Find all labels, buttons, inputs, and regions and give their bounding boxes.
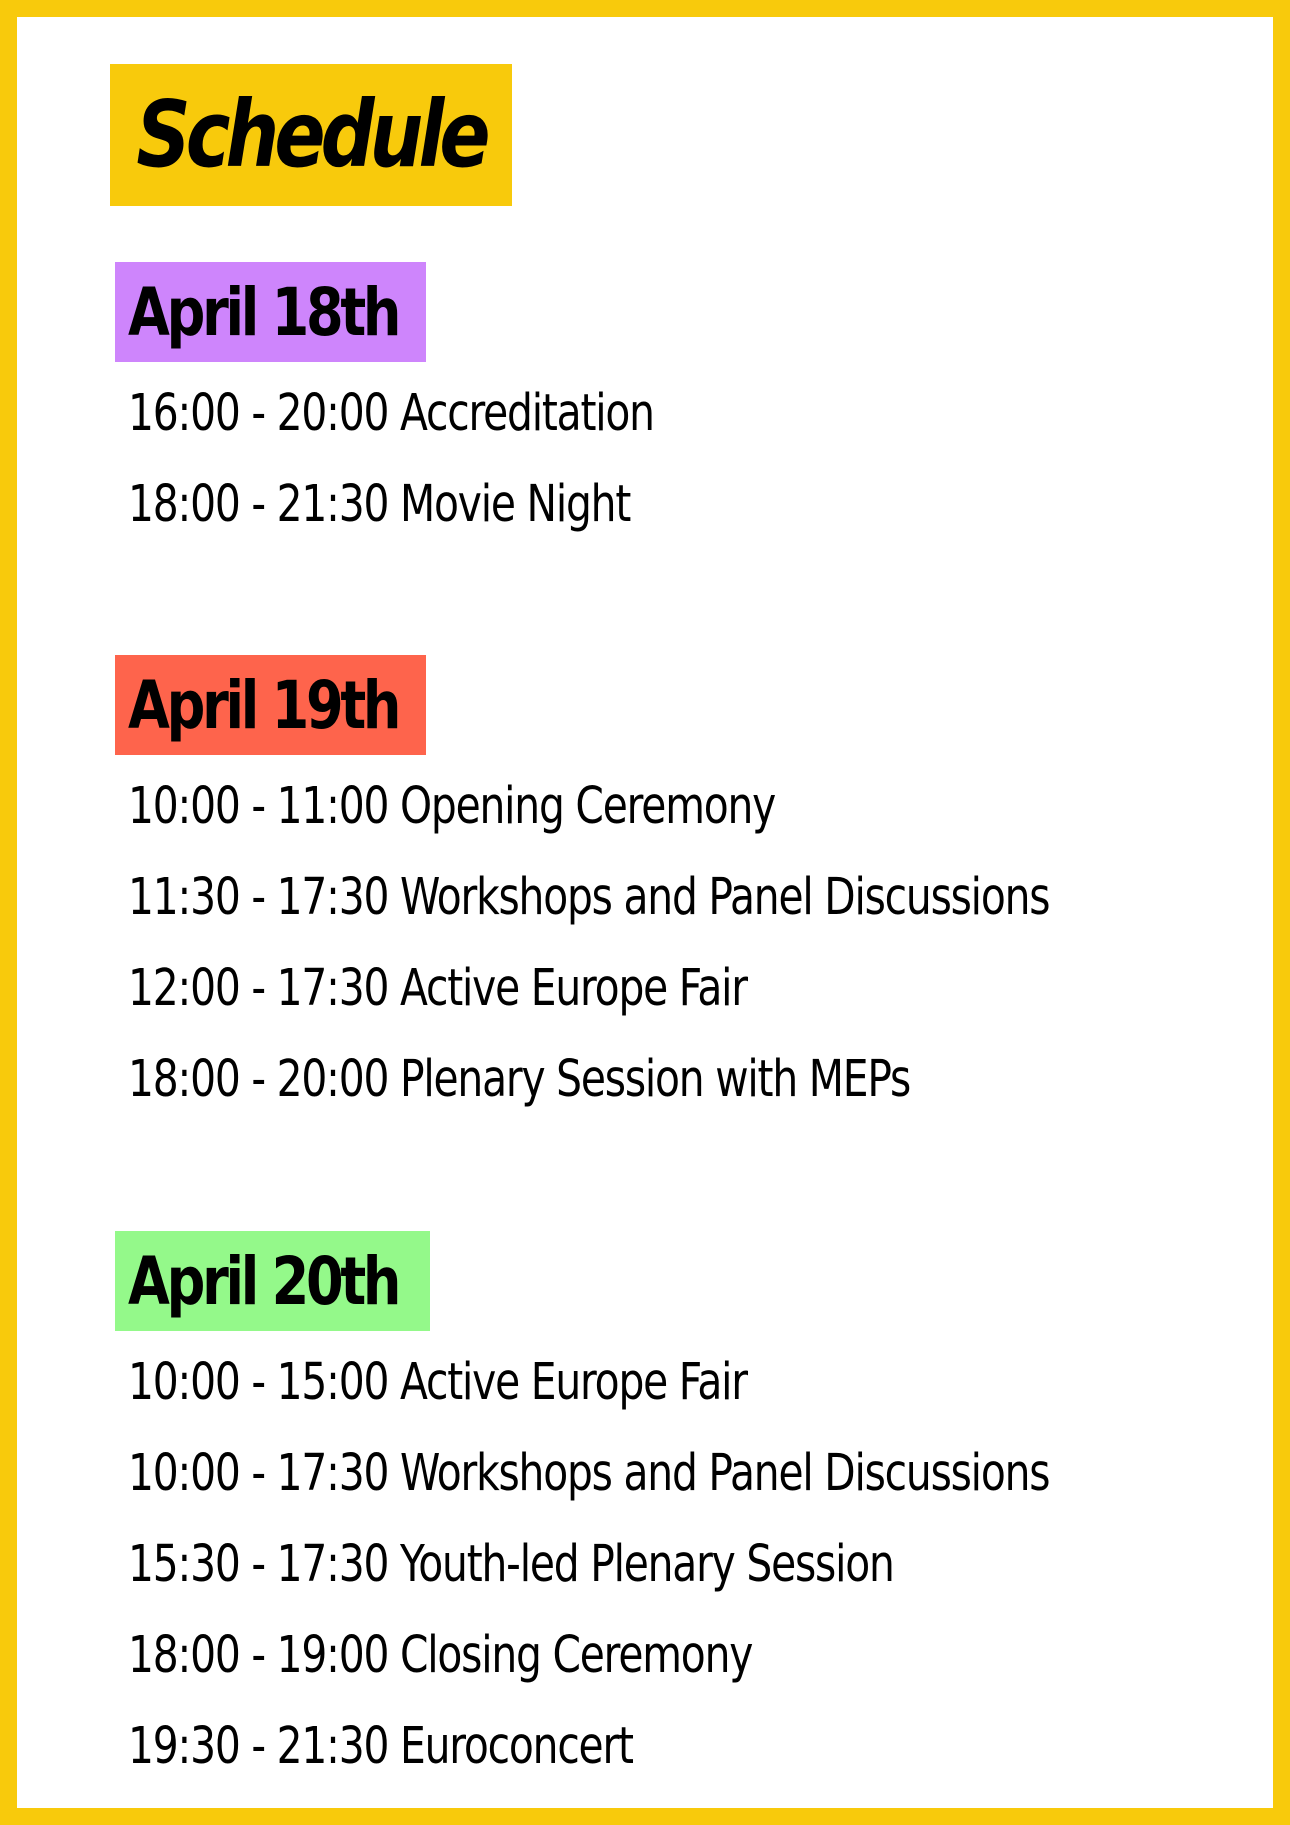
- event-item: 18:00 - 19:00 Closing Ceremony: [128, 1626, 753, 1685]
- day-label-april-19: [115, 655, 426, 755]
- event-item: 18:00 - 20:00 Plenary Session with MEPs: [128, 1050, 911, 1109]
- event-item: 11:30 - 17:30 Workshops and Panel Discussions: [128, 868, 1050, 927]
- event-item: 12:00 - 17:30 Active Europe Fair: [128, 959, 747, 1018]
- day-label-text: April 18th: [128, 273, 399, 351]
- day-label-april-20: [115, 1231, 430, 1331]
- page-title: Schedule: [136, 81, 486, 188]
- day-label-text: April 20th: [128, 1242, 399, 1320]
- title-banner: [110, 64, 512, 206]
- event-item: 10:00 - 17:30 Workshops and Panel Discussions: [128, 1444, 1050, 1503]
- event-item: 10:00 - 15:00 Active Europe Fair: [128, 1353, 747, 1412]
- event-item: 16:00 - 20:00 Accreditation: [128, 384, 654, 443]
- day-label-april-18: [115, 262, 426, 362]
- event-item: 18:00 - 21:30 Movie Night: [128, 475, 631, 534]
- event-item: 19:30 - 21:30 Euroconcert: [128, 1717, 633, 1776]
- event-item: 10:00 - 11:00 Opening Ceremony: [128, 777, 776, 836]
- day-label-text: April 19th: [128, 666, 399, 744]
- event-item: 15:30 - 17:30 Youth-led Plenary Session: [128, 1535, 894, 1594]
